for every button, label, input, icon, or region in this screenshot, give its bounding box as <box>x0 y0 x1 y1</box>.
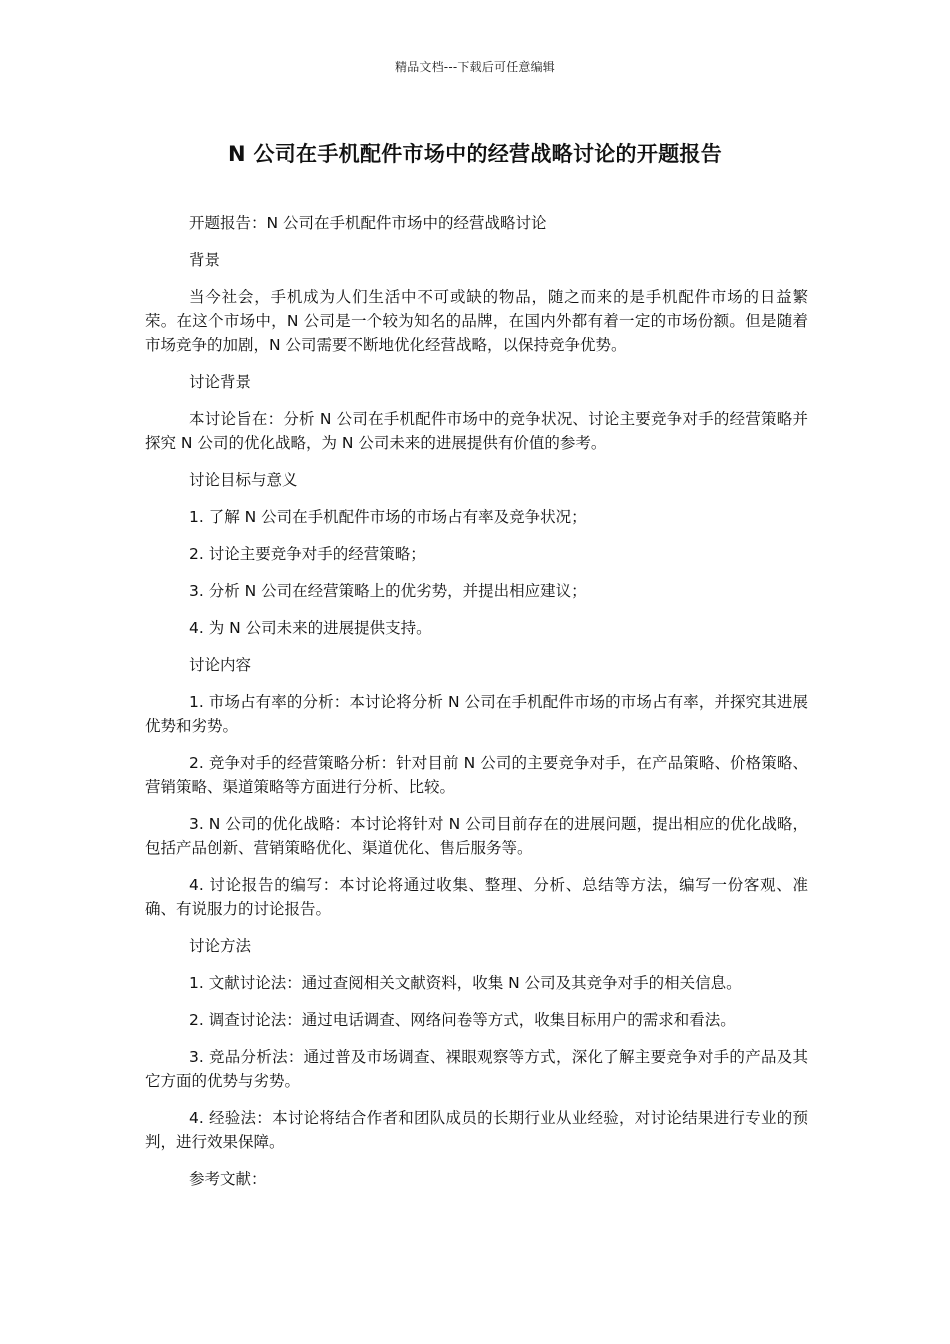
list-item-goal-2: 2. 讨论主要竞争对手的经营策略； <box>189 545 426 563</box>
list-item-content-3: 3. N 公司的优化战略：本讨论将针对 N 公司目前存在的进展问题，提出相应的优化战略，包括产品创新、营销策略优化、渠道优化、售后服务等。 <box>145 815 808 857</box>
list-item-content-4: 4. 讨论报告的编写：本讨论将通过收集、整理、分析、总结等方法，编写一份客观、准确、有说服力的讨论报告。 <box>145 876 808 918</box>
heading-goals-significance: 讨论目标与意义 <box>189 471 298 489</box>
list-item-content-1: 1. 市场占有率的分析：本讨论将分析 N 公司在手机配件市场的市场占有率，并探究其进展优势和劣势。 <box>145 693 808 735</box>
header-note: 精品文档---下载后可任意编辑 <box>395 60 555 74</box>
paragraph-report-subject: 开题报告：N 公司在手机配件市场中的经营战略讨论 <box>189 214 547 232</box>
paragraph-research-aim: 本讨论旨在：分析 N 公司在手机配件市场中的竞争状况、讨论主要竞争对手的经营策略并探究 N 公司的优化战略，为 N 公司未来的进展提供有价值的参考。 <box>145 410 808 452</box>
list-item-method-3: 3. 竞品分析法：通过普及市场调查、裸眼观察等方式，深化了解主要竞争对手的产品及其它方面的优势与劣势。 <box>145 1048 808 1090</box>
heading-research-methods: 讨论方法 <box>189 937 252 955</box>
heading-background: 背景 <box>189 251 221 269</box>
list-item-content-2: 2. 竞争对手的经营策略分析：针对目前 N 公司的主要竞争对手，在产品策略、价格策略、营销策略、渠道策略等方面进行分析、比较。 <box>145 754 808 796</box>
list-item-method-1: 1. 文献讨论法：通过查阅相关文献资料，收集 N 公司及其竞争对手的相关信息。 <box>189 974 742 992</box>
heading-research-background: 讨论背景 <box>189 373 252 391</box>
list-item-method-4: 4. 经验法：本讨论将结合作者和团队成员的长期行业从业经验，对讨论结果进行专业的预判，进行效果保障。 <box>145 1109 808 1151</box>
list-item-goal-3: 3. 分析 N 公司在经营策略上的优劣势，并提出相应建议； <box>189 582 587 600</box>
document-title: N 公司在手机配件市场中的经营战略讨论的开题报告 <box>227 142 723 166</box>
list-item-goal-1: 1. 了解 N 公司在手机配件市场的市场占有率及竞争状况； <box>189 508 587 526</box>
heading-references: 参考文献： <box>189 1170 267 1188</box>
list-item-method-2: 2. 调查讨论法：通过电话调查、网络问卷等方式，收集目标用户的需求和看法。 <box>189 1011 736 1029</box>
document-body <box>145 211 808 1204</box>
heading-research-content: 讨论内容 <box>189 656 252 674</box>
paragraph-background: 当今社会，手机成为人们生活中不可或缺的物品，随之而来的是手机配件市场的日益繁荣。在这个市场中，N 公司是一个较为知名的品牌，在国内外都有着一定的市场份额。但是随着市场竞争的加剧，N 公司需要不断地优化经营战略，以保持竞争优势。 <box>145 288 808 354</box>
list-item-goal-4: 4. 为 N 公司未来的进展提供支持。 <box>189 619 432 637</box>
